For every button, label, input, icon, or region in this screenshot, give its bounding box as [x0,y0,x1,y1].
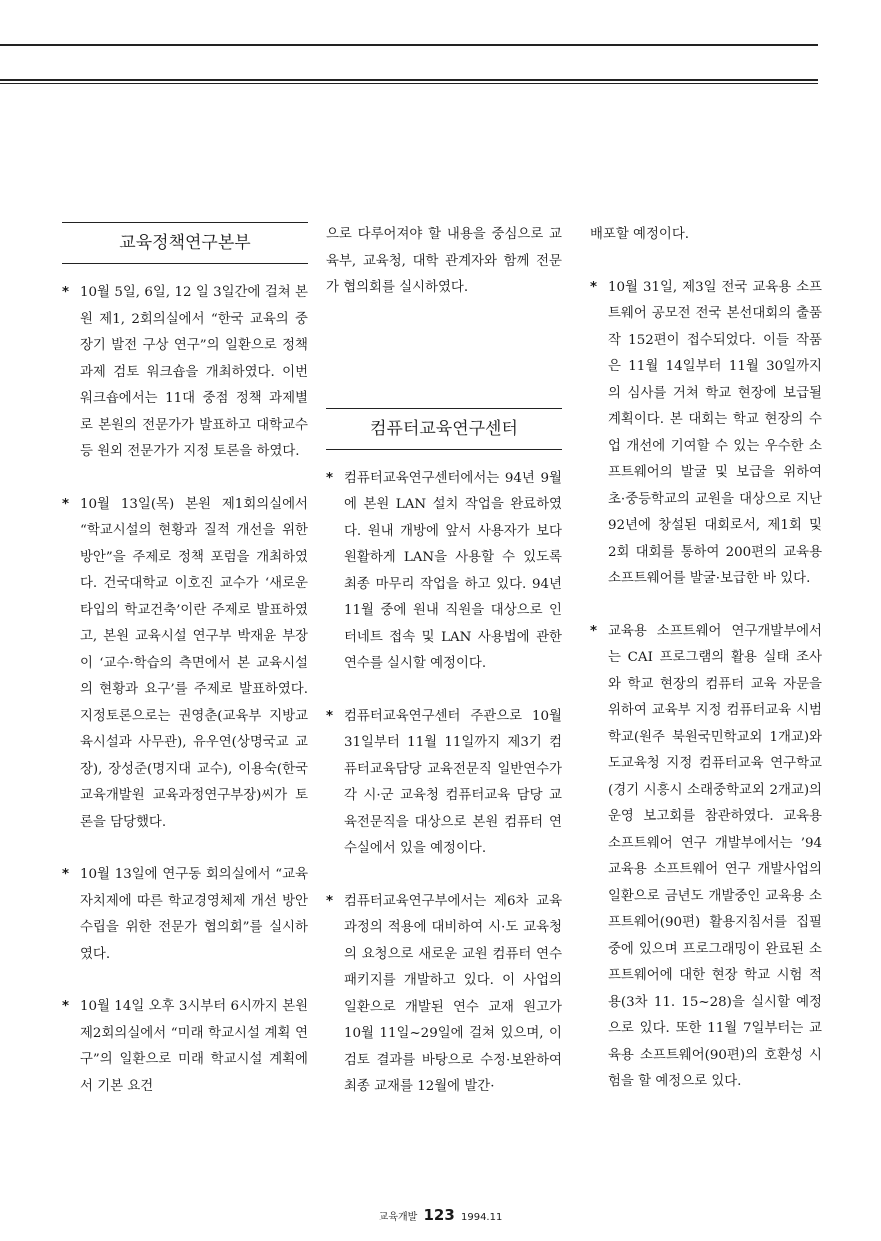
bullet-icon: * [62,285,70,300]
bullet-icon: * [62,867,70,882]
continued-text: 배포할 예정이다. [590,227,690,242]
section-heading-policy: 교육정책연구본부 [62,222,308,264]
section-heading-computer: 컴퓨터교육연구센터 [326,408,562,450]
news-item: * 10월 5일, 6일, 12 일 3일간에 걸쳐 본원 제1, 2회의실에서 “한국 교육의 중장기 발전 구상 연구”의 일환으로 정책 과제 검토 워크숍을 개최하였다. 이번 워크숍에서는 11대 중점 정책 과제별로 본원의 전문가가 발표하고 대학교수 등 원외 전문가가 지정 토론을 하였다. [62,280,308,466]
bullet-icon: * [62,999,70,1014]
bullet-icon: * [326,470,334,486]
column-left [62,222,308,1126]
bullet-icon: * [62,496,70,512]
bullet-icon: * [326,893,334,909]
news-item: * 10월 13일(목) 본원 제1회의실에서 “학교시설의 현황과 질적 개선을 위한 방안”을 주제로 정책 포럼을 개최하였다. 건국대학교 이호진 교수가 ‘새로운 타입의 학교건축’이란 주제로 발표하였고, 본원 교육시설 연구부 박재윤 부장이 ‘교수·학습의 측면에서 본 교육시설의 현황과 요구’를 주제로 발표하였다. 지정토론으로는 권영춘(교육부 지방교육시설과 사무관), 유우연(상명국교 교장), 장성준(명지대 교수), 이용숙(한국교육개발원 교육과정연구부장)씨가 토론을 담당했다. [62,492,308,837]
bullet-icon: * [590,279,598,295]
page-footer [0,1206,881,1224]
news-item: * 10월 31일, 제3일 전국 교육용 소프트웨어 공모전 전국 본선대회의 출품작 152편이 접수되었다. 이들 작품은 11월 14일부터 11월 30일까지의 심사를 거쳐 학교 현장에 보급될 계획이다. 본 대회는 학교 현장의 수업 개선에 기여할 수 있는 우수한 소프트웨어의 발굴 및 보급을 위하여 초·중등학교의 교원을 대상으로 지난 92년에 창설된 대회로서, 제1회 및 2회 대회를 통하여 200편의 교육용 소프트웨어를 발굴·보급한 바 있다. [590,275,822,593]
issue-date: 1994.11 [460,1212,503,1223]
bullet-icon: * [590,623,598,639]
news-item: * 10월 14일 오후 3시부터 6시까지 본원 제2회의실에서 “미래 학교시설 계획 연구”의 일환으로 미래 학교시설 계획에서 기본 요건 [62,994,308,1100]
news-item: * 컴퓨터교육연구센터 주관으로 10월 31일부터 11월 11일까지 제3기 컴퓨터교육담당 교육전문직 일반연수가 각 시·군 교육청 컴퓨터교육 담당 교육전문직을 대상으로 본원 컴퓨터 연수실에서 있을 예정이다. [326,704,562,863]
continued-text: 으로 다루어져야 할 내용을 중심으로 교육부, 교육청, 대학 관계자와 함께 전문가 협의회를 실시하였다. [326,227,562,295]
bullet-icon: * [326,708,334,724]
header-rule [0,79,818,81]
news-item: * 컴퓨터교육연구센터에서는 94년 9월에 본원 LAN 설치 작업을 완료하였다. 원내 개방에 앞서 사용자가 보다 원활하게 LAN을 사용할 수 있도록 최종 마무리 작업을 하고 있다. 94년 11월 중에 원내 직원을 대상으로 인터네트 접속 및 LAN 사용법에 관한 연수를 실시할 예정이다. [326,466,562,678]
news-item: * 교육용 소프트웨어 연구개발부에서는 CAI 프로그램의 활용 실태 조사와 학교 현장의 컴퓨터 교육 자문을 위하여 교육부 지정 컴퓨터교육 시범학교(원주 북원국민학교외 1개교)와 도교육청 지정 컴퓨터교육 연구학교(경기 시흥시 소래중학교외 2개교)의 운영 보고회를 참관하였다. 교육용 소프트웨어 연구 개발부에서는 ’94 교육용 소프트웨어 연구 개발사업의 일환으로 금년도 개발중인 교육용 소프트웨어(90편) 활용지침서를 집필 중에 있으며 프로그래밍이 완료된 소프트웨어에 대한 현장 학교 시험 적용(3차 11. 15~28)을 실시할 예정으로 있다. 또한 11월 7일부터는 교육용 소프트웨어(90편)의 호환성 시험을 할 예정으로 있다. [590,619,822,1096]
column-middle [326,222,562,1127]
news-item: * 10월 13일에 연구동 회의실에서 “교육자치제에 따른 학교경영체제 개선 방안 수립을 위한 전문가 협의회”를 실시하였다. [62,862,308,968]
column-right [590,222,822,1122]
header-rule-thin [0,83,818,84]
top-rule [0,44,818,46]
news-item: * 컴퓨터교육연구부에서는 제6차 교육과정의 적용에 대비하여 시·도 교육청의 요청으로 새로운 교원 컴퓨터 연수 패키지를 개발하고 있다. 이 사업의 일환으로 개발된 연수 교재 원고가 10월 11일~29일에 걸쳐 있으며, 이 검토 결과를 바탕으로 수정·보완하여 최종 교재를 12월에 발간· [326,889,562,1101]
magazine-name: 교육개발 [378,1212,418,1223]
page-number: 123 [423,1206,455,1224]
